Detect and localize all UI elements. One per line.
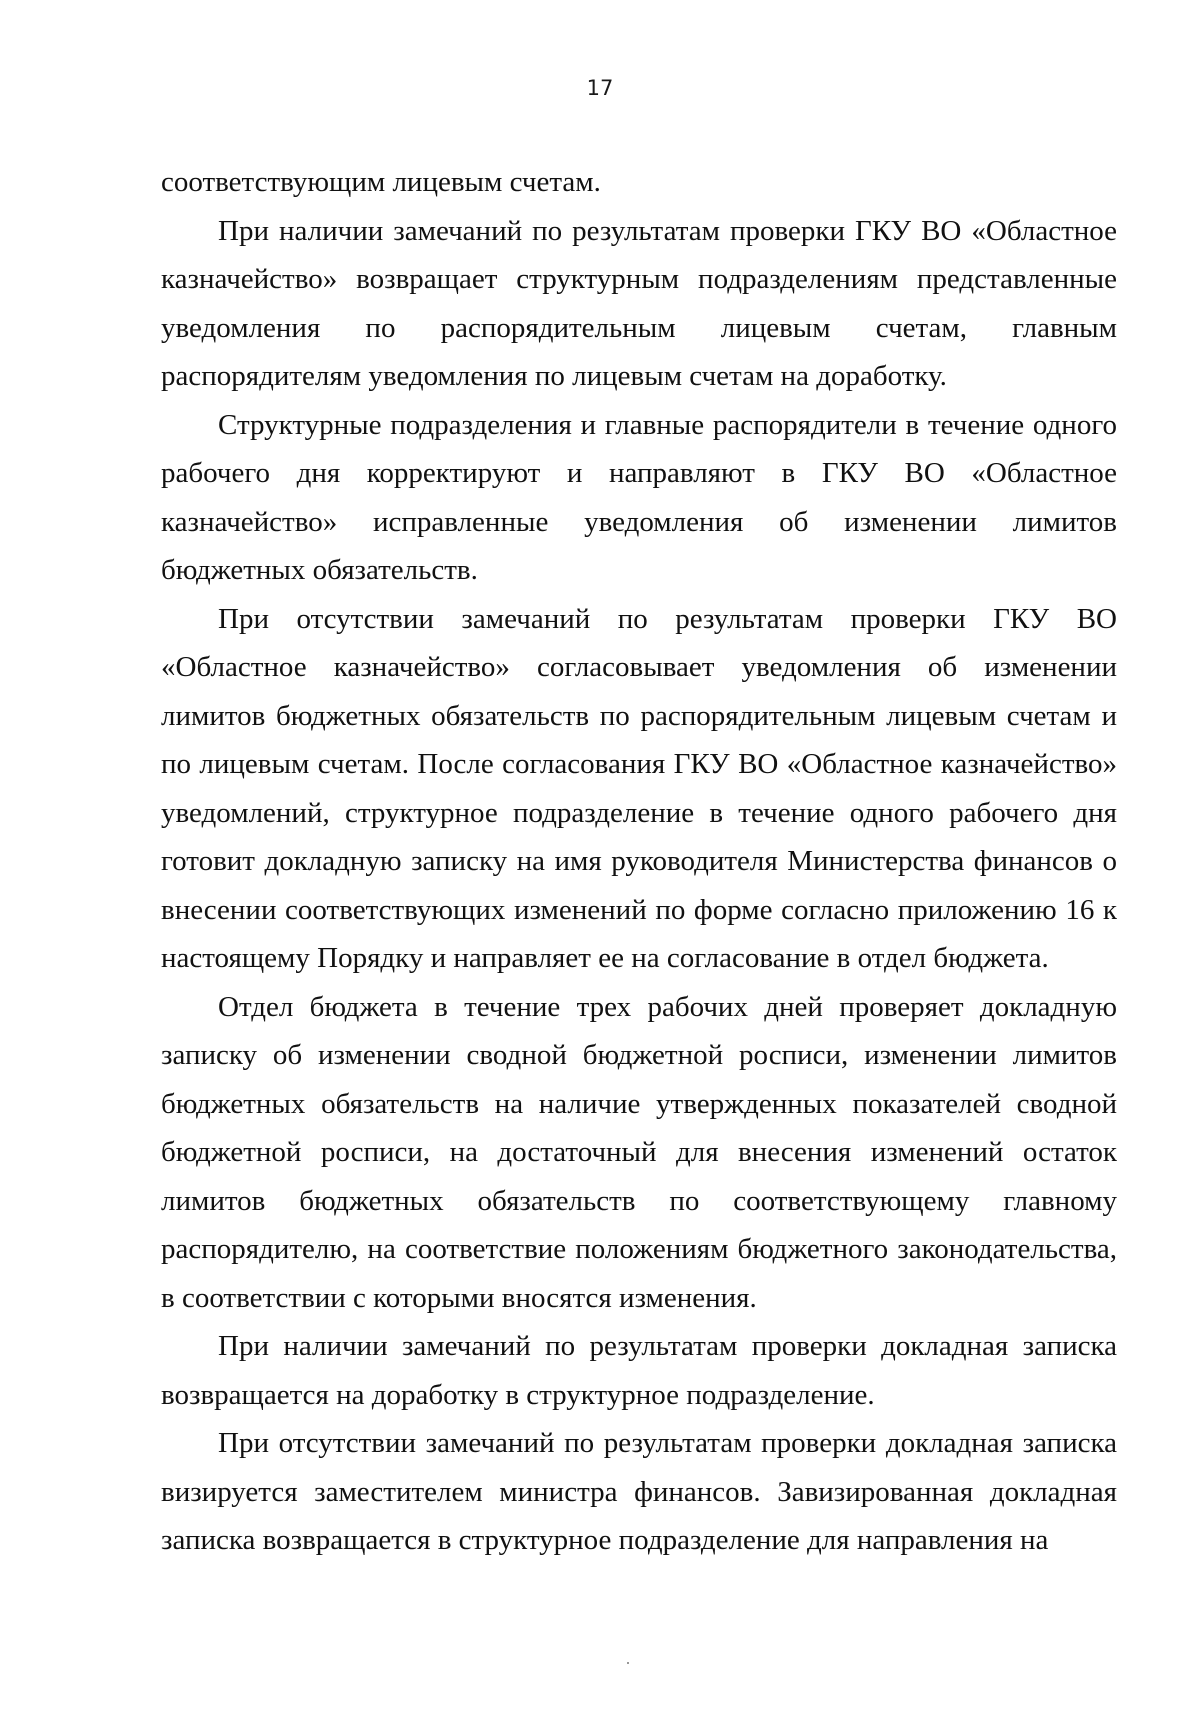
document-body — [161, 158, 1117, 1565]
paragraph-correction: Структурные подразделения и главные распорядители в течение одного рабочего дня корректируют и направляют в ГКУ ВО «Областное казначейство» исправленные уведомления об изменении лимитов бюджетных обязательств. — [161, 408, 1117, 586]
paragraph-remarks-memo: При наличии замечаний по результатам проверки докладная записка возвращается на доработку в структурное подразделение. — [161, 1330, 1117, 1411]
paragraph-approval-treasury: При отсутствии замечаний по результатам проверки ГКУ ВО «Областное казначейство» согласовывает уведомления об изменении лимитов бюджетных обязательств по распорядительным лицевым счетам и по лицевым счетам. После согласования ГКУ ВО «Областное казначейство» уведомлений, структурное подразделение в течение одного рабочего дня готовит докладную записку на имя руководителя Министерства финансов о внесении соответствующих изменений по форме согласно приложению 16 к настоящему Порядку и направляет ее на согласование в отдел бюджета. — [161, 602, 1117, 974]
paragraph-no-remarks-memo: При отсутствии замечаний по результатам проверки докладная записка визируется заместителем министра финансов. Завизированная докладная записка возвращается в структурное подразделение для направления на — [161, 1427, 1117, 1556]
paragraph-budget-department-check: Отдел бюджета в течение трех рабочих дней проверяет докладную записку об изменении сводной бюджетной росписи, изменении лимитов бюджетных обязательств на наличие утвержденных показателей сводной бюджетной росписи, на достаточный для внесения изменений остаток лимитов бюджетных обязательств по соответствующему главному распорядителю, на соответствие положениям бюджетного законодательства, в соответствии с которыми вносятся изменения. — [161, 990, 1117, 1314]
scan-speck — [627, 1662, 629, 1664]
page-number: 17 — [586, 76, 614, 100]
paragraph-continuation: соответствующим лицевым счетам. — [161, 166, 601, 198]
paragraph-remarks-treasury: При наличии замечаний по результатам проверки ГКУ ВО «Областное казначейство» возвращает структурным подразделениям представленные уведомления по распорядительным лицевым счетам, главным распорядителям уведомления по лицевым счетам на доработку. — [161, 214, 1117, 392]
